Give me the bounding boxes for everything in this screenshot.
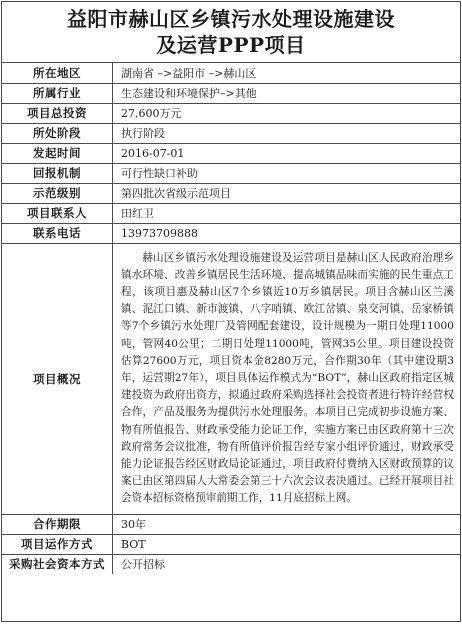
- row-label: 项目概况: [2, 243, 113, 514]
- row-overview: [2, 243, 460, 514]
- row-label: 示范级别: [2, 183, 113, 203]
- row-label: 所属行业: [2, 83, 113, 103]
- row-value: 公开招标: [113, 554, 461, 574]
- row-contact-phone: [2, 223, 460, 243]
- row-value: 湖南省 –>益阳市 –>赫山区: [113, 63, 461, 83]
- row-label: 项目联系人: [2, 203, 113, 223]
- row-label: 项目总投资: [2, 103, 113, 123]
- row-industry: [2, 83, 460, 103]
- row-region: [2, 63, 460, 83]
- row-return-mechanism: [2, 163, 460, 183]
- row-value: 30年: [113, 514, 461, 534]
- row-value: 执行阶段: [113, 123, 461, 143]
- document-title: [2, 2, 460, 63]
- row-label: 回报机制: [2, 163, 113, 183]
- row-stage: [2, 123, 460, 143]
- row-value: 13973709888: [113, 223, 461, 243]
- row-label: 发起时间: [2, 143, 113, 163]
- title-line-2: 及运营PPP项目: [156, 33, 306, 57]
- project-info-sheet: [1, 1, 461, 622]
- row-total-investment: [2, 103, 460, 123]
- row-value: 第四批次省级示范项目: [113, 183, 461, 203]
- row-value: BOT: [113, 534, 461, 554]
- row-label: 所处阶段: [2, 123, 113, 143]
- overview-text: 赫山区乡镇污水处理设施建设及运营项目是赫山区人民政府治理乡镇水环境、改善乡镇居民生活环境、提高城镇品味而实施的民生重点工程，该项目惠及赫山区7个乡镇近10万乡镇居民。项目含赫山区兰溪镇、泥江口镇、新市渡镇、八字哨镇、欧江岔镇、泉交河镇、岳家桥镇等7个乡镇污水处理厂及管网配套建设，设计规模为一期日处理11000吨，管网40公里；二期日处理11000吨，管网35公里。项目建设投资估算27600万元，项目资本金8280万元，合作期30年（其中建设期3年，运营期27年），项目具体运作模式为“BOT”，赫山区政府指定区城建投资为政府出资方，拟通过政府采购选择社会投资者进行特许经营权合作，产品及服务为提供污水处理服务。本项目已完成初步设施方案、物有所值报告、财政承受能力论证工作，实施方案已由区政府第十三次政府常务会议批准，物有所值评价报告经专家小组评价通过，财政承受能力论证报告经区财政局论证通过，项目政府付费纳入区财政预算的议案已由区第四届人大常委会第三十六次会议表决通过。已经开展项目社会资本招标资格预审前期工作，11月底招标上网。: [113, 243, 461, 514]
- row-label: 项目运作方式: [2, 534, 113, 554]
- row-value: 27,600万元: [113, 103, 461, 123]
- row-value: 可行性缺口补助: [113, 163, 461, 183]
- row-label: 所在地区: [2, 63, 113, 83]
- title-line-1: 益阳市赫山区乡镇污水处理设施建设: [67, 7, 395, 31]
- row-demo-level: [2, 183, 460, 203]
- row-label: 联系电话: [2, 223, 113, 243]
- row-value: 2016-07-01: [113, 143, 461, 163]
- row-label: 合作期限: [2, 514, 113, 534]
- row-procurement-method: [2, 554, 460, 574]
- row-start-date: [2, 143, 460, 163]
- row-label: 采购社会资本方式: [2, 554, 113, 574]
- project-info-table: [2, 63, 460, 574]
- row-contact-person: [2, 203, 460, 223]
- row-value: 田红卫: [113, 203, 461, 223]
- row-cooperation-period: [2, 514, 460, 534]
- row-operation-mode: [2, 534, 460, 554]
- row-value: 生态建设和环境保护–>其他: [113, 83, 461, 103]
